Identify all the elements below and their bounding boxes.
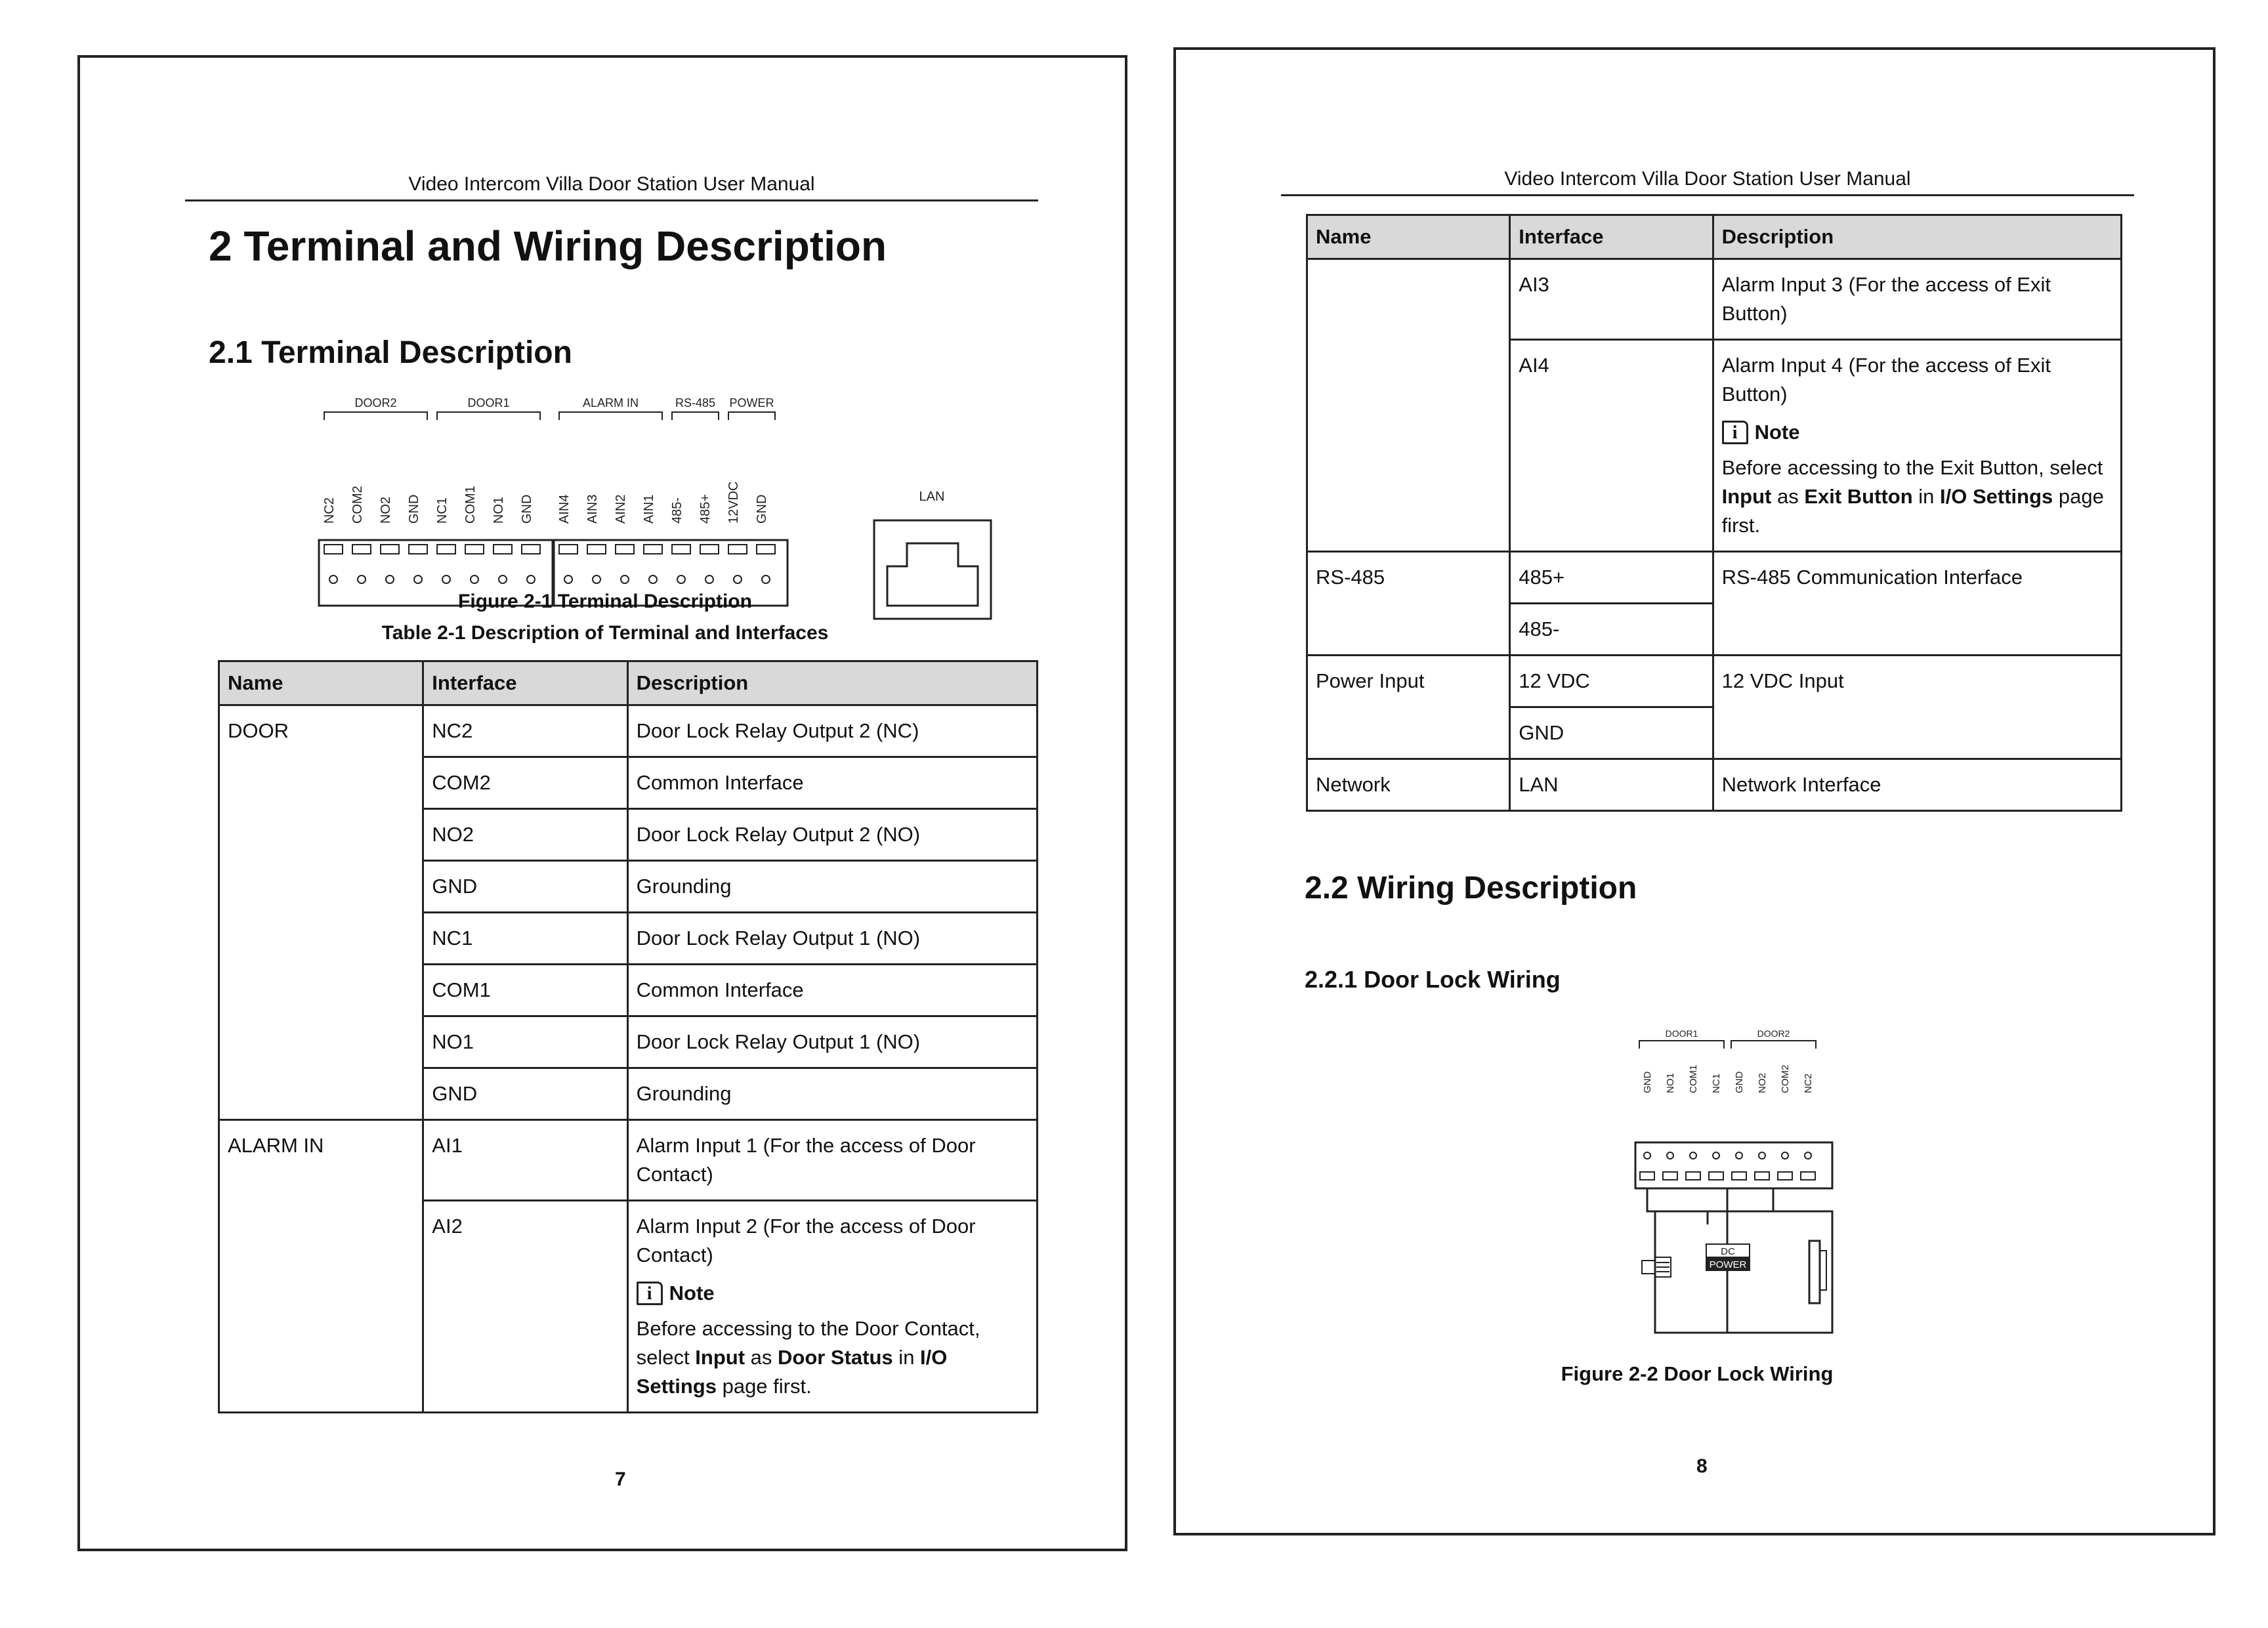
interface-cell: AI1 [423, 1120, 627, 1201]
section-title: 2.1 Terminal Description [209, 335, 572, 370]
pin-label: NO2 [1757, 1073, 1768, 1093]
note-heading [1722, 418, 2112, 447]
interface-cell: GND [423, 1068, 627, 1120]
description-cell: Common Interface [627, 965, 1037, 1016]
description-cell: Grounding [627, 1068, 1037, 1120]
table-caption: Table 2-1 Description of Terminal and Interfaces [381, 622, 829, 644]
table-header-row [1307, 215, 2122, 259]
name-cell: ALARM IN [219, 1120, 423, 1413]
table-row [1307, 259, 2122, 340]
terminal-tab [1778, 1172, 1792, 1180]
terminal-hole [527, 575, 535, 583]
description-cell: Door Lock Relay Output 2 (NO) [627, 809, 1037, 861]
figure-caption: Figure 2-1 Terminal Description [458, 591, 752, 612]
terminal-hole [705, 575, 713, 583]
terminal-tab [1755, 1172, 1769, 1180]
table-header: Name [219, 661, 423, 705]
name-cell: Network [1307, 759, 1510, 811]
pin-label: 485+ [698, 493, 713, 524]
subsection-title: 2.2.1 Door Lock Wiring [1305, 966, 1561, 993]
pin-label: 485- [670, 497, 684, 524]
terminal-hole [329, 575, 337, 583]
note-text: Before accessing to the Exit Button, select Input as Exit Button in I/O Settings page first. [1721, 456, 2104, 537]
terminal-tab [672, 545, 690, 554]
note-heading [637, 1279, 1028, 1308]
terminal-tab [644, 545, 662, 554]
power-label: POWER [1709, 1259, 1747, 1270]
interface-cell: NO2 [423, 809, 627, 861]
terminal-hole [1644, 1152, 1650, 1159]
group-bracket [437, 412, 540, 420]
terminal-table [218, 660, 1038, 1413]
group-label: RS-485 [675, 396, 716, 409]
pin-label: NC2 [1803, 1073, 1814, 1093]
description-cell: Door Lock Relay Output 2 (NC) [627, 705, 1037, 757]
terminal-hole [1805, 1152, 1811, 1159]
terminal-tab [324, 545, 343, 554]
interface-cell: AI4 [1510, 340, 1713, 552]
description-text: Alarm Input 4 (For the access of Exit Button) [1721, 354, 2051, 406]
terminal-hole [386, 575, 394, 583]
terminal-hole [414, 575, 422, 583]
name-cell [1307, 259, 1510, 552]
name-cell: Power Input [1307, 656, 1510, 759]
terminal-hole [1667, 1152, 1673, 1159]
terminal-tab [587, 545, 606, 554]
interface-cell: NC1 [423, 913, 627, 965]
interface-cell: 485+ [1510, 552, 1713, 604]
description-cell: Alarm Input 3 (For the access of Exit Button) [1713, 259, 2121, 340]
terminal-tab [1801, 1172, 1815, 1180]
terminal-hole [499, 575, 507, 583]
terminal-tab [1709, 1172, 1723, 1180]
terminal-hole [677, 575, 685, 583]
description-cell: Alarm Input 1 (For the access of Door Contact) [627, 1120, 1037, 1201]
group-bracket [324, 412, 427, 420]
terminal-tab [1686, 1172, 1700, 1180]
table-row [219, 1120, 1038, 1201]
terminal-tab [616, 545, 634, 554]
terminal-tab [352, 545, 371, 554]
name-cell: RS-485 [1307, 552, 1510, 656]
interface-cell: AI3 [1510, 259, 1713, 340]
pin-label: AIN4 [557, 494, 572, 524]
interface-cell: LAN [1510, 759, 1713, 811]
page-number: 7 [615, 1469, 626, 1490]
group-bracket [559, 412, 662, 420]
terminal-hole [358, 575, 366, 583]
pin-label: NO2 [379, 496, 393, 524]
name-cell: DOOR [219, 705, 423, 1120]
pin-label: COM2 [1780, 1064, 1791, 1093]
pin-label: GND [407, 494, 421, 524]
note-label: Note [1754, 421, 1800, 444]
terminal-tab [559, 545, 578, 554]
description-cell: RS-485 Communication Interface [1713, 552, 2121, 656]
terminal-hole [649, 575, 657, 583]
terminal-tab [700, 545, 719, 554]
table-header-row [219, 661, 1038, 705]
terminal-hole [1690, 1152, 1696, 1159]
terminal-tab [1663, 1172, 1677, 1180]
interface-cell: 12 VDC [1510, 656, 1713, 707]
terminal-hole [471, 575, 478, 583]
description-cell [627, 1201, 1037, 1413]
chapter-title: 2 Terminal and Wiring Description [209, 222, 887, 270]
pin-label: GND [755, 494, 769, 524]
pin-label: NO1 [492, 496, 506, 524]
note-label: Note [669, 1282, 715, 1304]
terminal-hole [1782, 1152, 1788, 1159]
terminal-hole [1713, 1152, 1719, 1159]
table-header: Description [627, 661, 1037, 705]
pin-label: COM2 [350, 486, 365, 524]
description-cell: Common Interface [627, 757, 1037, 809]
note-text: Before accessing to the Door Contact, select Input as Door Status in I/O Settings page first. [636, 1317, 980, 1398]
table-header: Name [1307, 215, 1510, 259]
terminal-tab [381, 545, 399, 554]
description-cell: 12 VDC Input [1713, 656, 2121, 759]
pin-label: 12VDC [726, 481, 741, 524]
terminal-hole [1759, 1152, 1765, 1159]
terminal-hole [442, 575, 450, 583]
pin-label: GND [1642, 1071, 1653, 1093]
table-header: Description [1713, 215, 2121, 259]
interface-cell: 485- [1510, 604, 1713, 656]
table-row [1307, 552, 2122, 604]
group-label: DOOR2 [1757, 1028, 1790, 1039]
terminal-hole [762, 575, 770, 583]
terminal-tab [728, 545, 747, 554]
info-icon: i [1722, 421, 1748, 444]
terminal-tab [409, 545, 427, 554]
pin-label: COM1 [1688, 1064, 1699, 1093]
group-bracket [1731, 1041, 1816, 1049]
interface-cell: AI2 [423, 1201, 627, 1413]
terminal-hole [621, 575, 629, 583]
interface-cell: NC2 [423, 705, 627, 757]
pin-label: GND [1734, 1071, 1745, 1093]
table-row [1307, 759, 2122, 811]
description-cell: Door Lock Relay Output 1 (NO) [627, 913, 1037, 965]
interface-cell: GND [1510, 707, 1713, 759]
left-page [77, 55, 1127, 1551]
terminal-hole [593, 575, 600, 583]
group-label: DOOR1 [1665, 1028, 1698, 1039]
door-lock-wiring-diagram [1576, 1014, 1904, 1356]
lan-label: LAN [919, 490, 945, 504]
pin-label: COM1 [463, 486, 478, 524]
dc-label: DC [1721, 1246, 1735, 1257]
interface-cell: COM1 [423, 965, 627, 1016]
group-bracket [1639, 1041, 1724, 1049]
interface-cell: COM2 [423, 757, 627, 809]
terminal-tab [1640, 1172, 1654, 1180]
description-cell: Network Interface [1713, 759, 2121, 811]
pin-label: AIN3 [585, 494, 600, 524]
terminal-tab [757, 545, 775, 554]
pin-label: GND [520, 494, 534, 524]
terminal-tab [437, 545, 455, 554]
info-icon: i [637, 1282, 663, 1305]
group-label: DOOR1 [467, 396, 510, 409]
description-cell [1713, 340, 2121, 552]
group-label: POWER [729, 396, 774, 409]
figure-caption: Figure 2-2 Door Lock Wiring [1561, 1362, 1834, 1385]
pin-label: NC1 [1711, 1073, 1722, 1093]
table-header: Interface [1510, 215, 1713, 259]
table-header: Interface [423, 661, 627, 705]
page-header: Video Intercom Villa Door Station User Manual [1281, 168, 2134, 196]
group-bracket [672, 412, 719, 420]
description-cell: Door Lock Relay Output 1 (NO) [627, 1016, 1037, 1068]
pin-label: NC1 [435, 497, 450, 524]
pin-label: NO1 [1665, 1073, 1676, 1093]
right-page [1173, 47, 2216, 1535]
interface-cell: GND [423, 861, 627, 913]
section-title: 2.2 Wiring Description [1305, 871, 1637, 906]
page-header: Video Intercom Villa Door Station User Manual [185, 173, 1038, 201]
terminal-tab [465, 545, 484, 554]
description-cell: Grounding [627, 861, 1037, 913]
terminal-hole [734, 575, 742, 583]
interface-cell: NO1 [423, 1016, 627, 1068]
terminal-hole [564, 575, 572, 583]
terminal-table-continued [1306, 214, 2122, 812]
pin-label: AIN1 [642, 494, 656, 524]
table-row [1307, 656, 2122, 707]
terminal-tab [522, 545, 540, 554]
description-text: Alarm Input 2 (For the access of Door Contact) [636, 1215, 976, 1266]
page-number: 8 [1696, 1455, 1708, 1477]
table-row [219, 705, 1038, 757]
terminal-tab [1732, 1172, 1746, 1180]
pin-label: NC2 [322, 497, 337, 524]
pin-label: AIN2 [614, 494, 628, 524]
group-label: ALARM IN [582, 396, 639, 409]
terminal-hole [1736, 1152, 1742, 1159]
group-label: DOOR2 [354, 396, 397, 409]
terminal-tab [494, 545, 512, 554]
group-bracket [728, 412, 775, 420]
